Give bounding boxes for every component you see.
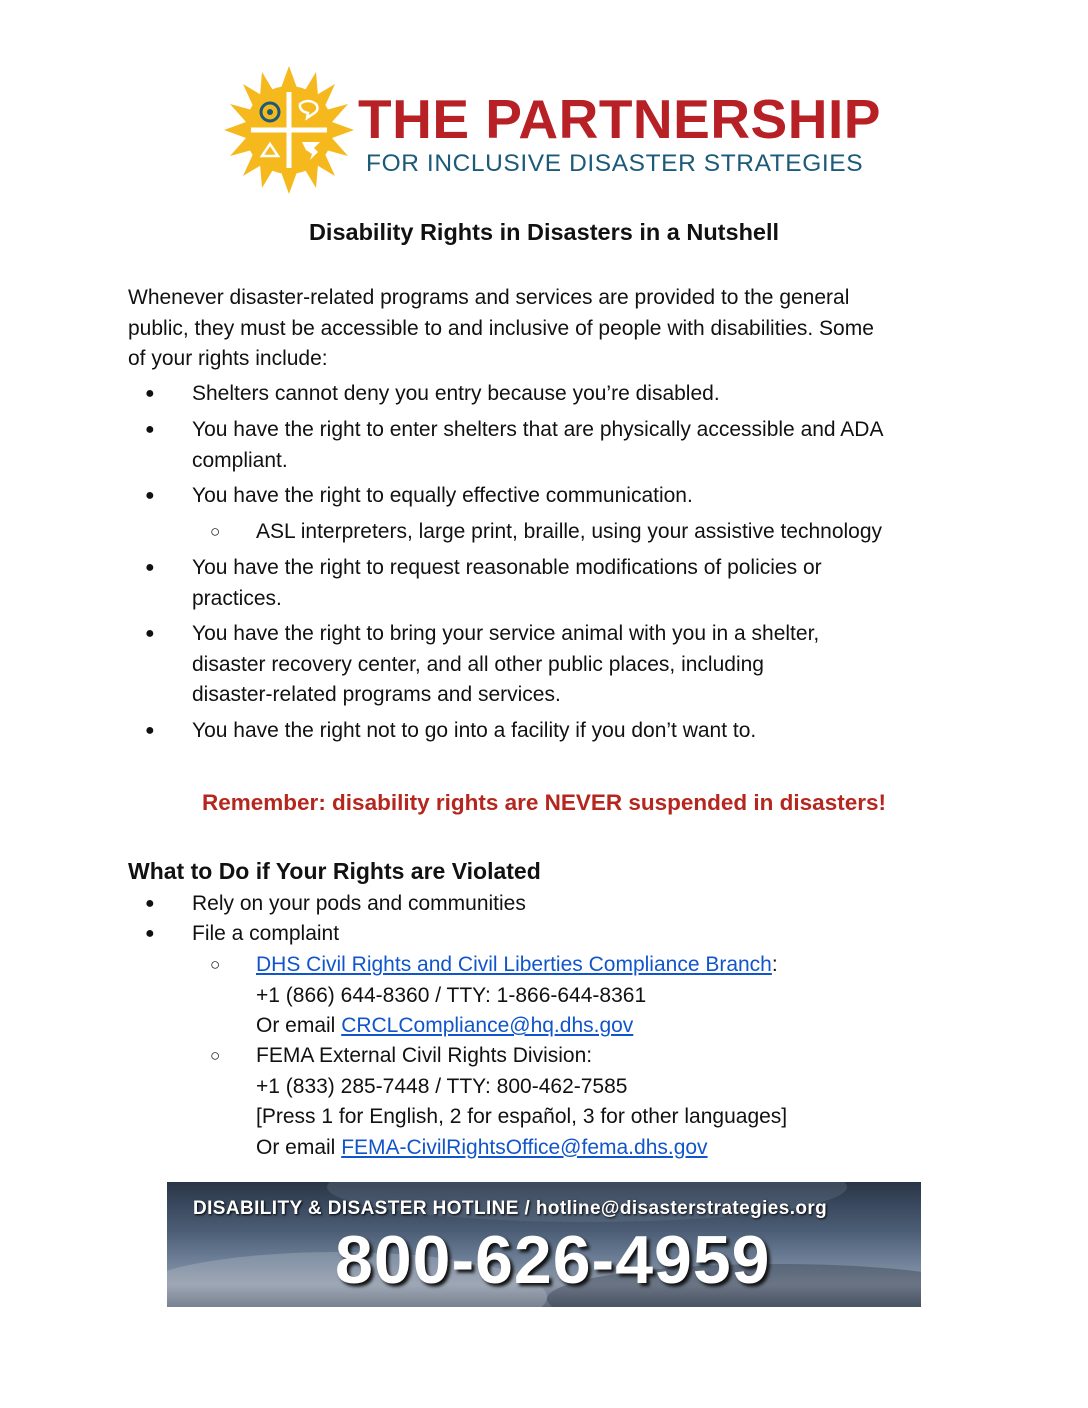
bullet-icon: ● — [145, 385, 155, 402]
dhs-email-link[interactable]: CRCLCompliance@hq.dhs.gov — [341, 1014, 634, 1037]
list-item-text: You have the right to bring your service animal with you in a shelter, — [192, 622, 820, 645]
rights-list-item — [192, 415, 972, 476]
rights-list-item — [192, 716, 972, 747]
list-item-text: You have the right to request reasonable modifications of policies or — [192, 556, 822, 579]
bullet-icon: ● — [145, 625, 155, 642]
rights-sub-list-item — [256, 517, 976, 548]
intro-line: of your rights include: — [128, 347, 328, 370]
violations-list-item: File a complaint — [192, 922, 340, 945]
bullet-icon: ● — [145, 895, 155, 912]
intro-paragraph — [128, 283, 968, 375]
intro-line: public, they must be accessible to and inclusive of people with disabilities. Some — [128, 316, 874, 340]
fema-language-options: [Press 1 for English, 2 for español, 3 for other languages] — [256, 1105, 788, 1128]
organization-tagline: FOR INCLUSIVE DISASTER STRATEGIES — [366, 150, 864, 177]
list-item-text: disaster-related programs and services. — [192, 683, 561, 706]
dhs-email-line — [256, 1011, 976, 1042]
sub-bullet-icon: ○ — [210, 955, 221, 974]
fema-email-prefix: Or email — [256, 1135, 342, 1159]
bullet-icon: ● — [145, 487, 155, 504]
dhs-email-prefix: Or email — [256, 1014, 342, 1037]
bullet-icon: ● — [145, 925, 155, 942]
list-item-text: disaster recovery center, and all other public places, including — [192, 652, 764, 676]
list-item-text: You have the right not to go into a facility if you don’t want to. — [192, 719, 757, 742]
fema-email-link[interactable]: FEMA-CivilRightsOffice@fema.dhs.gov — [341, 1135, 708, 1159]
list-item-text: compliant. — [192, 448, 288, 472]
bullet-icon: ● — [145, 421, 155, 438]
bullet-icon: ● — [145, 559, 155, 576]
list-item-text: practices. — [192, 586, 282, 610]
dhs-contact-line — [256, 950, 976, 981]
dhs-phone: +1 (866) 644-8360 / TTY: 1-866-644-8361 — [256, 983, 647, 1007]
organization-logo — [222, 64, 881, 196]
sun-logo-icon — [222, 64, 356, 196]
organization-name: THE PARTNERSHIP — [358, 88, 881, 150]
sub-bullet-icon: ○ — [210, 1046, 221, 1065]
hotline-banner — [167, 1182, 921, 1307]
section-heading: What to Do if Your Rights are Violated — [128, 858, 541, 884]
rights-list-item — [192, 619, 972, 711]
list-item-text: Shelters cannot deny you entry because you’re disabled. — [192, 382, 720, 405]
list-item-text: ASL interpreters, large print, braille, using your assistive technology — [256, 520, 883, 543]
reminder-callout: Remember: disability rights are NEVER suspended in disasters! — [202, 790, 886, 815]
list-item-text: You have the right to equally effective communication. — [192, 484, 693, 507]
violations-list-item: Rely on your pods and communities — [192, 892, 526, 915]
hotline-number: 800-626-4959 — [335, 1222, 771, 1298]
document-title: Disability Rights in Disasters in a Nutshell — [308, 219, 780, 245]
bullet-icon: ● — [145, 722, 155, 739]
dhs-crcl-link[interactable]: DHS Civil Rights and Civil Liberties Compliance Branch — [256, 953, 772, 976]
dhs-contact — [256, 950, 976, 1042]
fema-email-line — [256, 1133, 976, 1164]
dhs-link-suffix: : — [771, 953, 778, 976]
list-item-text: You have the right to enter shelters that are physically accessible and ADA — [192, 418, 884, 441]
rights-list-item — [192, 379, 972, 410]
rights-list-item — [192, 481, 972, 512]
fema-division-name: FEMA External Civil Rights Division: — [256, 1044, 593, 1067]
intro-line: Whenever disaster-related programs and services are provided to the general — [128, 286, 850, 309]
hotline-label: DISABILITY & DISASTER HOTLINE / hotline@disasterstrategies.org — [193, 1198, 828, 1219]
fema-contact — [256, 1041, 976, 1163]
rights-list-item — [192, 553, 972, 614]
sub-bullet-icon: ○ — [210, 522, 221, 541]
fema-phone: +1 (833) 285-7448 / TTY: 800-462-7585 — [256, 1074, 628, 1098]
